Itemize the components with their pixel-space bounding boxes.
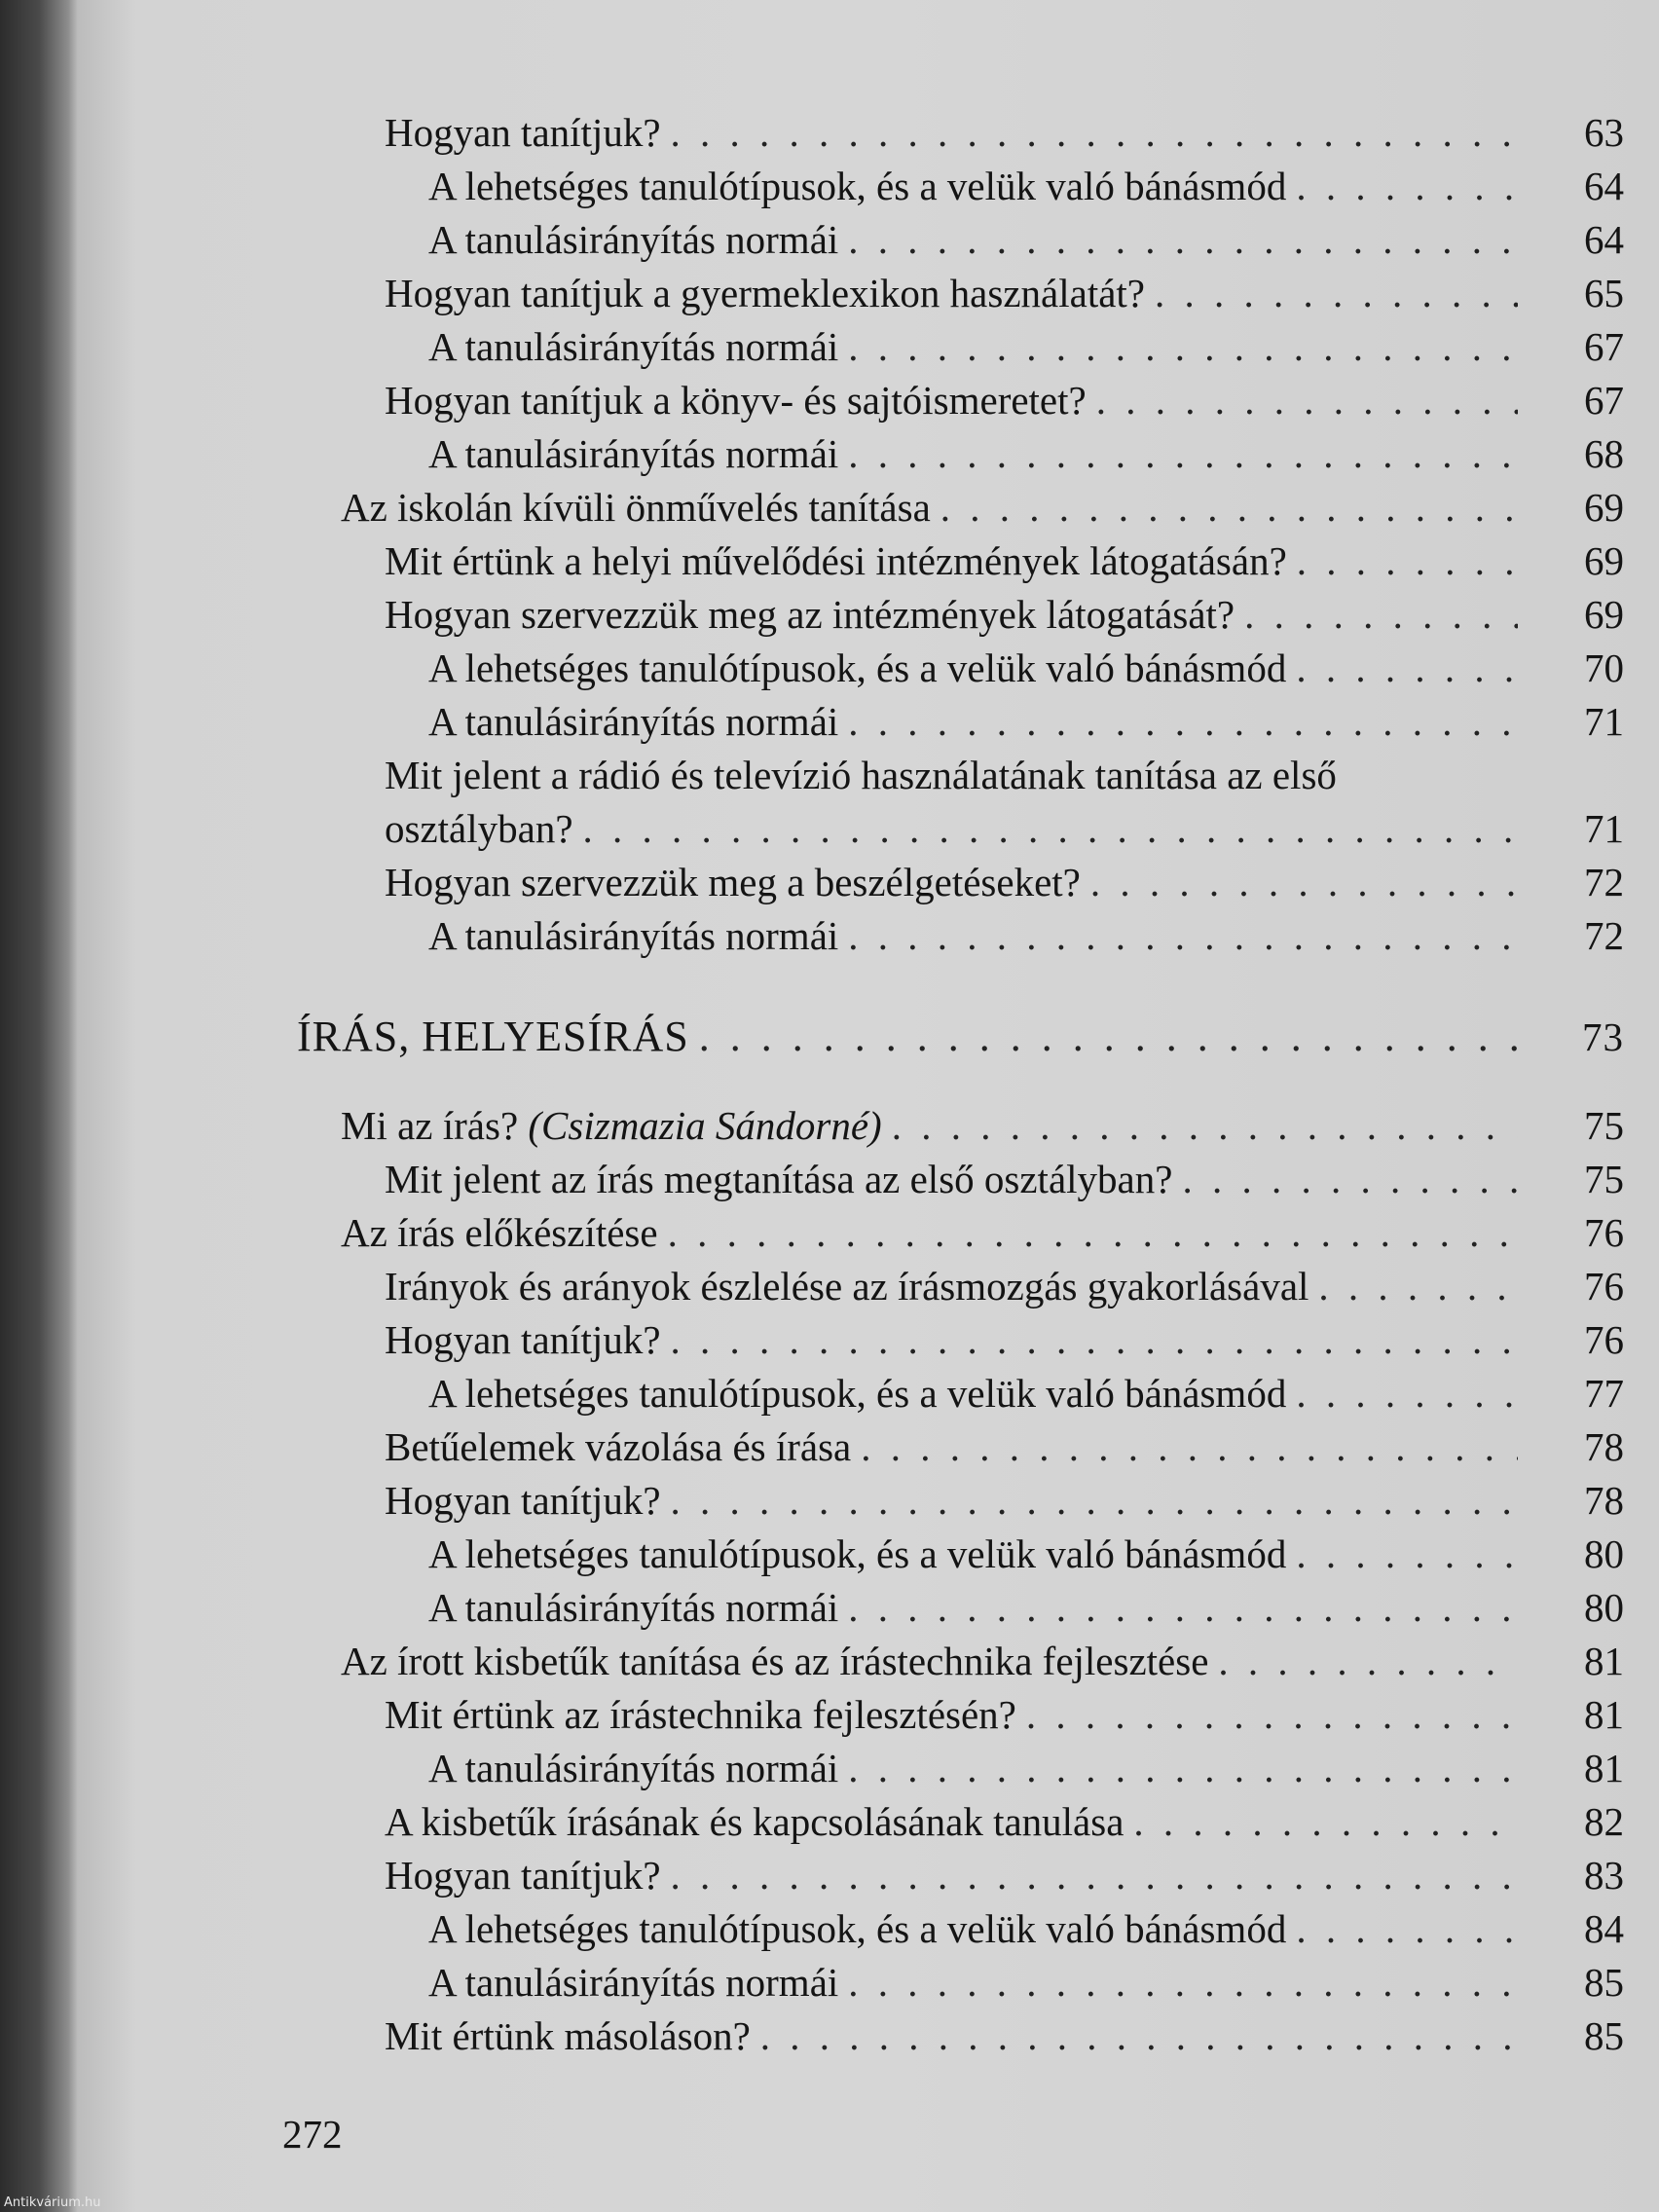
page-number: 272 (282, 2112, 343, 2157)
toc-entry (0, 1955, 1659, 2009)
toc-entry (0, 319, 1659, 374)
toc-entry-page: 76 (1584, 1210, 1624, 1255)
toc-entry (0, 1419, 1659, 1474)
toc-entry-title: Hogyan tanítjuk a könyv- és sajtóismeretet? (385, 378, 1087, 423)
toc-entry-title: A lehetséges tanulótípusok, és a velük való bánásmód (428, 1371, 1287, 1416)
toc-entry-page: 82 (1584, 1799, 1624, 1844)
toc-entry-author: (Csizmazia Sándorné) (528, 1103, 882, 1148)
toc-entry-title: Hogyan tanítjuk? (385, 1478, 661, 1523)
toc-leader-dots (668, 1205, 1518, 1260)
toc-entry-page: 70 (1584, 645, 1624, 690)
toc-leader-dots (1026, 1687, 1518, 1742)
toc-entry (0, 480, 1659, 535)
toc-leader-dots (1296, 1366, 1518, 1420)
toc-entry-page: 80 (1584, 1531, 1624, 1576)
toc-entry (0, 159, 1659, 213)
section-title: ÍRÁS, HELYESÍRÁS (297, 1013, 689, 1060)
toc-entry (0, 587, 1659, 642)
toc-entry-page: 78 (1584, 1424, 1624, 1469)
toc-entry-title: Mit jelent a rádió és televízió használatának tanítása az első (385, 753, 1337, 797)
toc-entry-title: Hogyan tanítjuk? (385, 1853, 661, 1898)
toc-leader-dots (1090, 855, 1518, 909)
toc-entry (0, 1259, 1659, 1313)
toc-leader-dots (1297, 534, 1518, 588)
toc-entry (0, 855, 1659, 909)
toc-entry-title: Mit értünk az írástechnika fejlesztésén? (385, 1692, 1016, 1737)
toc-entry (0, 1687, 1659, 1742)
toc-leader-dots (848, 1580, 1518, 1635)
toc-entry-page: 81 (1584, 1639, 1624, 1683)
toc-leader-dots (861, 1419, 1518, 1474)
toc-leader-dots (671, 1848, 1518, 1902)
toc-entry-title: Hogyan szervezzük meg a beszélgetéseket? (385, 860, 1081, 904)
toc-leader-dots (1096, 373, 1518, 427)
toc-leader-dots (892, 1098, 1518, 1153)
toc-entry (0, 1205, 1659, 1260)
toc-entry (0, 1152, 1659, 1206)
toc-entry (0, 908, 1659, 963)
toc-leader-dots (1296, 1527, 1518, 1581)
toc-entry-page: 72 (1584, 860, 1624, 904)
toc-entry-title: Mit értünk a helyi művelődési intézmények látogatásán? (385, 538, 1287, 583)
toc-leader-dots (1218, 1634, 1518, 1688)
toc-entry-title: Hogyan tanítjuk? (385, 1317, 661, 1362)
toc-entry-page: 80 (1584, 1585, 1624, 1630)
toc-leader-dots (1133, 1794, 1518, 1849)
toc-entry-title: A lehetséges tanulótípusok, és a velük való bánásmód (428, 164, 1287, 208)
toc-entry-title: Hogyan szervezzük meg az intézmények látogatását? (385, 592, 1235, 637)
toc-entry-page: 75 (1584, 1157, 1624, 1201)
toc-entry-title: Mit értünk másoláson? (385, 2013, 751, 2058)
toc-entry (0, 1366, 1659, 1420)
toc-leader-dots (848, 1955, 1518, 2009)
toc-entry (0, 1473, 1659, 1528)
toc-entry-title: Irányok és arányok észlelése az írásmozgás gyakorlásával (385, 1264, 1309, 1309)
toc-leader-dots (1296, 641, 1518, 695)
toc-entry (0, 105, 1659, 160)
toc-leader-dots (671, 1473, 1518, 1528)
toc-leader-dots (848, 908, 1518, 963)
toc-entry-page: 67 (1584, 378, 1624, 423)
toc-entry-page: 71 (1584, 699, 1624, 744)
toc-entry-title: Az iskolán kívüli önművelés tanítása (341, 485, 931, 530)
toc-entry-page: 77 (1584, 1371, 1624, 1416)
toc-entry-page: 81 (1584, 1692, 1624, 1737)
toc-entry (0, 748, 1659, 802)
toc-entry-title: A tanulásirányítás normái (428, 1585, 839, 1630)
toc-section-heading (0, 1010, 1659, 1064)
toc-entry (0, 534, 1659, 588)
toc-entry-page: 69 (1584, 485, 1624, 530)
toc-entry (0, 1098, 1659, 1153)
toc-entry-title: A kisbetűk írásának és kapcsolásának tanulása (385, 1799, 1124, 1844)
toc-leader-dots (848, 426, 1518, 481)
toc-entry-title (341, 1098, 882, 1153)
toc-entry-page: 85 (1584, 1960, 1624, 2005)
toc-leader-dots (1182, 1152, 1518, 1206)
toc-entry-title: Az írott kisbetűk tanítása és az írástechnika fejlesztése (341, 1639, 1209, 1683)
toc-entry-page: 84 (1584, 1906, 1624, 1951)
toc-entry-page: 76 (1584, 1317, 1624, 1362)
toc-entry-title: A tanulásirányítás normái (428, 324, 839, 369)
toc-entry-title: A tanulásirányítás normái (428, 1746, 839, 1790)
toc-entry (0, 2009, 1659, 2063)
toc-entry-title: A tanulásirányítás normái (428, 913, 839, 958)
toc-entry-page: 72 (1584, 913, 1624, 958)
toc-leader-dots (940, 480, 1518, 535)
toc-entry (0, 373, 1659, 427)
toc-leader-dots (848, 694, 1518, 749)
toc-entry-page: 69 (1584, 592, 1624, 637)
toc-entry-title: A tanulásirányítás normái (428, 699, 839, 744)
toc-leader-dots (1296, 1901, 1518, 1956)
toc-entry-page: 75 (1584, 1103, 1624, 1148)
toc-entry (0, 1312, 1659, 1367)
toc-leader-dots (848, 1741, 1518, 1795)
toc-entry-page: 76 (1584, 1264, 1624, 1309)
toc-entry-title: Betűelemek vázolása és írása (385, 1424, 852, 1469)
toc-entry-page: 65 (1584, 271, 1624, 315)
toc-entry-title: A tanulásirányítás normái (428, 1960, 839, 2005)
toc-entry (0, 1901, 1659, 1956)
toc-entry-page: 67 (1584, 324, 1624, 369)
toc-leader-dots (848, 319, 1518, 374)
toc-entry (0, 1580, 1659, 1635)
toc-entry-page: 68 (1584, 431, 1624, 476)
toc-leader-dots (671, 105, 1518, 160)
toc-entry (0, 641, 1659, 695)
toc-entry-page: 83 (1584, 1853, 1624, 1898)
toc-entry (0, 1527, 1659, 1581)
toc-entry-title: Hogyan tanítjuk a gyermeklexikon használatát? (385, 271, 1146, 315)
toc-leader-dots (848, 212, 1518, 267)
toc-leader-dots (1155, 266, 1518, 320)
toc-entry (0, 1741, 1659, 1795)
toc-entry-continuation (0, 801, 1659, 856)
toc-leader-dots (699, 1010, 1518, 1064)
toc-leader-dots (671, 1312, 1518, 1367)
toc-entry (0, 1634, 1659, 1688)
toc-entry (0, 694, 1659, 749)
toc-entry-title: osztályban? (385, 806, 573, 851)
toc-entry-page: 71 (1584, 806, 1624, 851)
toc-entry-page: 78 (1584, 1478, 1624, 1523)
toc-entry-page: 64 (1584, 217, 1624, 262)
toc-entry-page: 69 (1584, 538, 1624, 583)
toc-entry (0, 426, 1659, 481)
toc-leader-dots (1296, 159, 1518, 213)
toc-entry (0, 1794, 1659, 1849)
toc-entry-title: Az írás előkészítése (341, 1210, 658, 1255)
toc-entry-title: A lehetséges tanulótípusok, és a velük való bánásmód (428, 1531, 1287, 1576)
toc-entry-title: A lehetséges tanulótípusok, és a velük való bánásmód (428, 1906, 1287, 1951)
toc-entry-title: Mit jelent az írás megtanítása az első osztályban? (385, 1157, 1173, 1201)
watermark: Antikvárium.hu (4, 2195, 101, 2210)
toc-leader-dots (583, 801, 1518, 856)
toc-entry-page: 63 (1584, 110, 1624, 155)
toc-entry-title: A lehetséges tanulótípusok, és a velük való bánásmód (428, 645, 1287, 690)
toc-entry-title: A tanulásirányítás normái (428, 431, 839, 476)
toc-entry-page: 64 (1584, 164, 1624, 208)
toc-entry (0, 212, 1659, 267)
toc-leader-dots (760, 2009, 1518, 2063)
toc-entry-title: A tanulásirányítás normái (428, 217, 839, 262)
toc-entry-title: Hogyan tanítjuk? (385, 110, 661, 155)
toc-entry-page: 73 (1582, 1014, 1624, 1059)
toc-entry-page: 81 (1584, 1746, 1624, 1790)
toc-entry-page: 85 (1584, 2013, 1624, 2058)
toc-entry-title-main: Mi az írás? (341, 1103, 519, 1148)
toc-entry (0, 1848, 1659, 1902)
toc-entry-page (1536, 748, 1624, 802)
toc-leader-dots (1318, 1259, 1518, 1313)
toc-entry (0, 266, 1659, 320)
toc-leader-dots (1244, 587, 1518, 642)
